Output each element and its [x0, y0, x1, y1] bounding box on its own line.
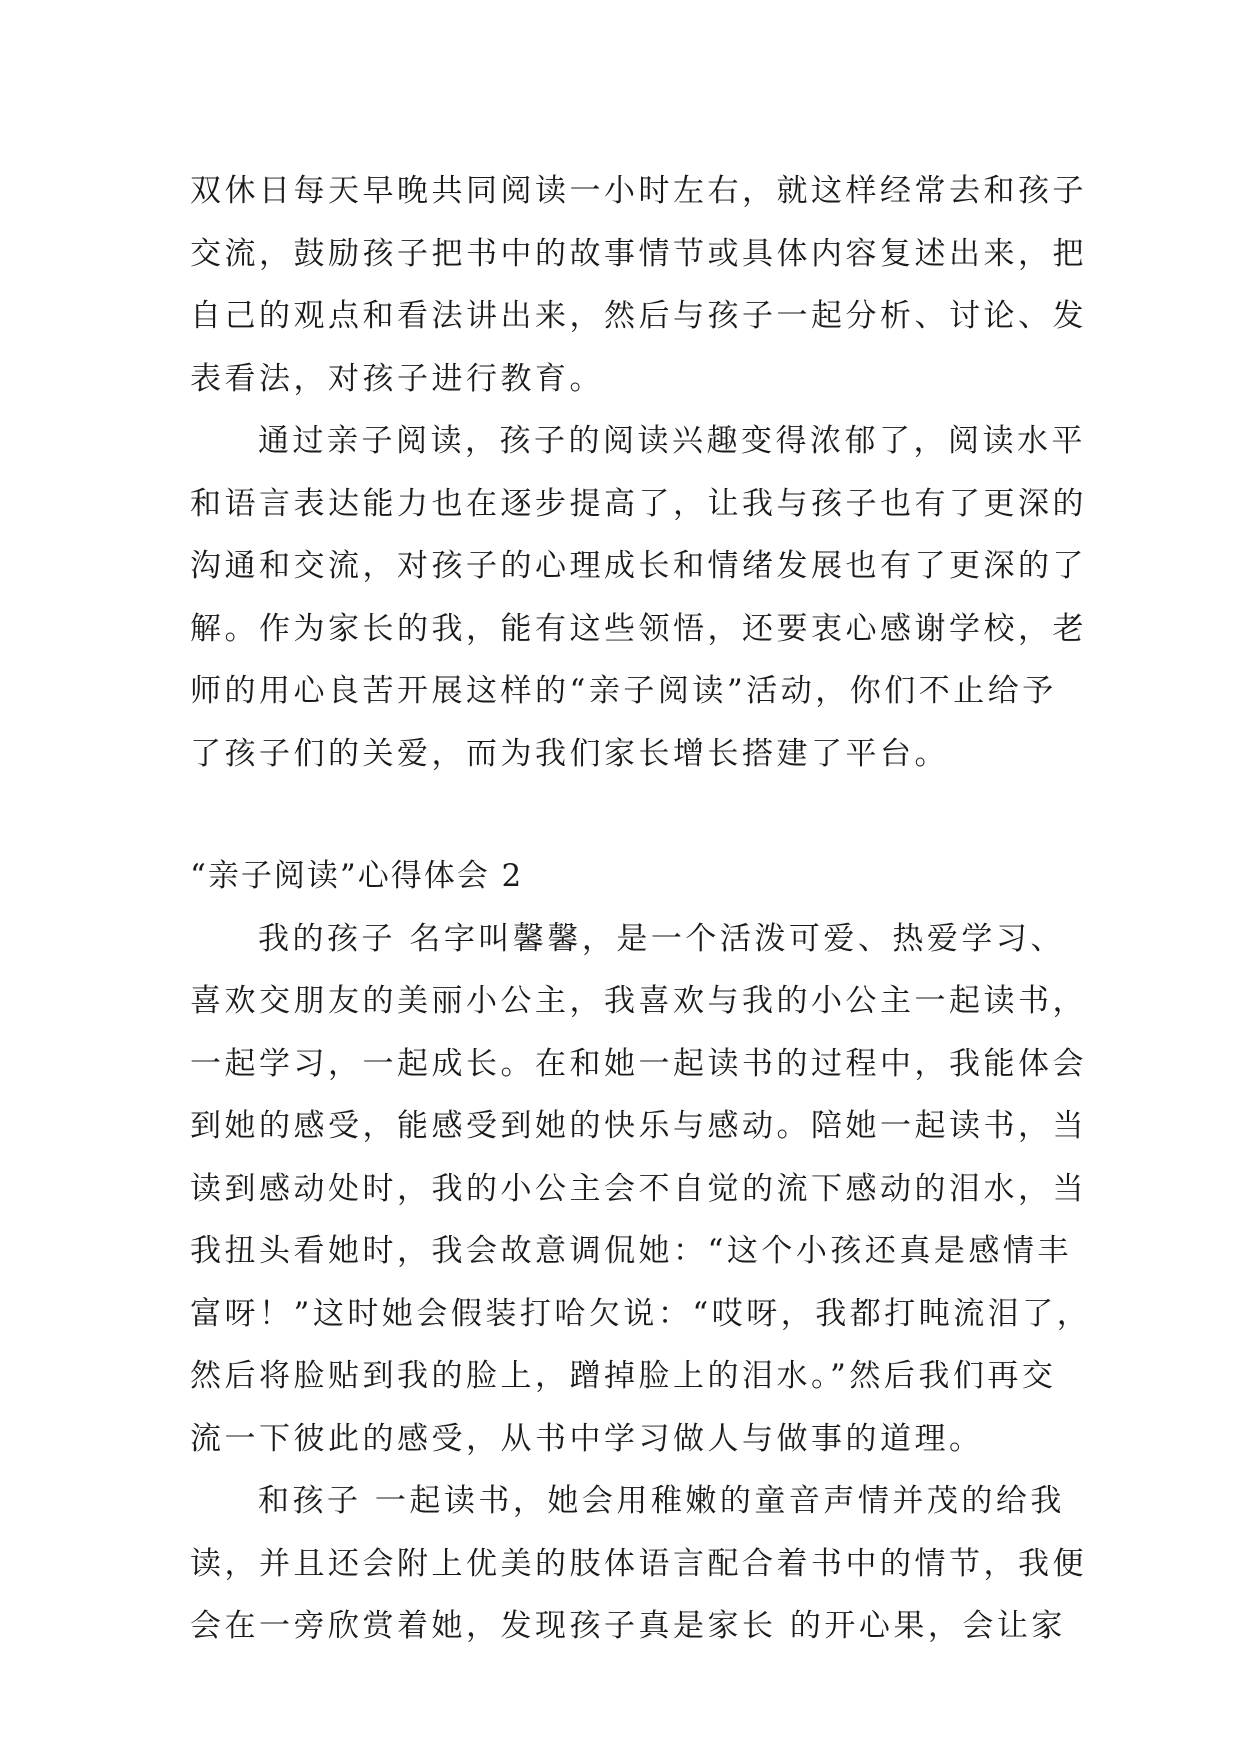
section-gap	[190, 785, 1070, 845]
text-line: 解。作为家长的我，能有这些领悟，还要衷心感谢学校，老	[190, 610, 1087, 647]
text-line: 交流，鼓励孩子把书中的故事情节或具体内容复述出来，把	[190, 235, 1087, 272]
text-line: 师的用心良苦开展这样的“亲子阅读”活动，你们不止给予	[190, 673, 1057, 709]
text-line: 富呀！”这时她会假装打哈欠说：“哎呀，我都打盹流泪了，	[190, 1295, 1092, 1332]
text-line: 了孩子们的关爱，而为我们家长增长搭建了平台。	[190, 735, 949, 772]
paragraph-3	[190, 908, 1092, 1471]
text-line: 流一下彼此的感受，从书中学习做人与做事的道理。	[190, 1420, 984, 1457]
paragraph-1	[190, 160, 1087, 410]
text-line: 读，并且还会附上优美的肢体语言配合着书中的情节，我便	[190, 1545, 1087, 1582]
text-line: 一起学习，一起成长。在和她一起读书的过程中，我能体会	[190, 1045, 1087, 1082]
paragraph-2	[190, 410, 1087, 785]
text-line: 沟通和交流，对孩子的心理成长和情绪发展也有了更深的了	[190, 548, 1087, 584]
text-line: 我扭头看她时，我会故意调侃她：“这个小孩还真是感情丰	[190, 1233, 1072, 1269]
text-line: 然后将脸贴到我的脸上，蹭掉脸上的泪水。”然后我们再交	[190, 1358, 1057, 1394]
text-line: 和孩子 一起读书，她会用稚嫩的童音声情并茂的给我	[258, 1483, 1065, 1519]
text-line: 通过亲子阅读，孩子的阅读兴趣变得浓郁了，阅读水平	[258, 423, 1086, 459]
text-line: 和语言表达能力也在逐步提高了，让我与孩子也有了更深的	[190, 485, 1087, 522]
text-line: 喜欢交朋友的美丽小公主，我喜欢与我的小公主一起读书，	[190, 983, 1087, 1019]
document-body	[190, 160, 1092, 1658]
text-line: 会在一旁欣赏着她，发现孩子真是家长 的开心果，会让家	[190, 1608, 1066, 1644]
text-line: 读到感动处时，我的小公主会不自觉的流下感动的泪水，当	[190, 1170, 1087, 1207]
paragraph-4	[190, 1470, 1087, 1658]
text-line: 自己的观点和看法讲出来，然后与孩子一起分析、讨论、发	[190, 298, 1087, 334]
text-line: 到她的感受，能感受到她的快乐与感动。陪她一起读书，当	[190, 1108, 1087, 1144]
text-line: 表看法，对孩子进行教育。	[190, 360, 604, 397]
text-line: 我的孩子 名字叫馨馨，是一个活泼可爱、热爱学习、	[258, 920, 1065, 957]
section-heading: “亲子阅读”心得体会 2	[190, 858, 524, 894]
text-line: 双休日每天早晚共同阅读一小时左右，就这样经常去和孩子	[190, 173, 1087, 209]
